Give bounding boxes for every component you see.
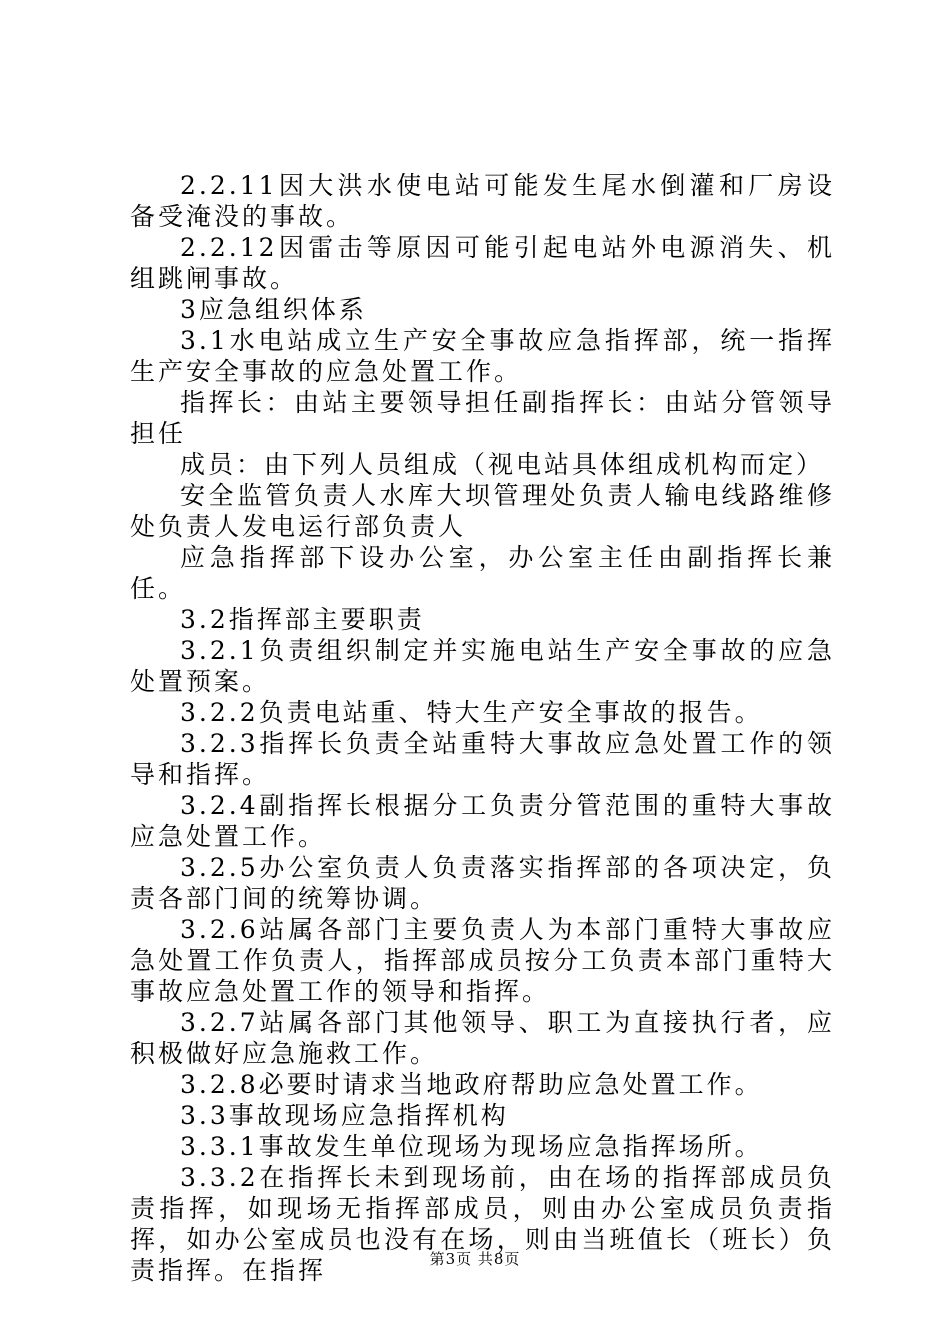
- paragraph-2-2-12: 2.2.12因雷击等原因可能引起电站外电源消失、机组跳闸事故。: [130, 233, 835, 293]
- heading-3-emergency-organization: 3应急组织体系: [180, 295, 367, 324]
- paragraph-3-2-2: 3.2.2负责电站重、特大生产安全事故的报告。: [180, 698, 763, 727]
- paragraph-members: 成员：由下列人员组成（视电站具体组成机构而定）: [180, 450, 825, 479]
- paragraph-3-2-5: 3.2.5办公室负责人负责落实指挥部的各项决定，负责各部门间的统筹协调。: [130, 853, 835, 913]
- page-footer: [0, 1248, 950, 1269]
- heading-3-3-site-command: 3.3事故现场应急指挥机构: [180, 1101, 509, 1130]
- paragraph-3-3-1: 3.3.1事故发生单位现场为现场应急指挥场所。: [180, 1132, 763, 1161]
- paragraph-office: 应急指挥部下设办公室，办公室主任由副指挥长兼任。: [130, 543, 835, 603]
- paragraph-3-2-1: 3.2.1负责组织制定并实施电站生产安全事故的应急处置预案。: [130, 636, 835, 696]
- paragraph-3-2-6: 3.2.6站属各部门主要负责人为本部门重特大事故应急处置工作负责人，指挥部成员按分工负责本部门重特大事故应急处置工作的领导和指挥。: [130, 915, 835, 1006]
- page-number: 第3页 共8页: [429, 1250, 521, 1268]
- paragraph-3-2-3: 3.2.3指挥长负责全站重特大事故应急处置工作的领导和指挥。: [130, 729, 835, 789]
- paragraph-3-2-8: 3.2.8必要时请求当地政府帮助应急处置工作。: [180, 1070, 763, 1099]
- paragraph-member-list: 安全监管负责人水库大坝管理处负责人输电线路维修处负责人发电运行部负责人: [130, 481, 835, 541]
- paragraph-3-2-4: 3.2.4副指挥长根据分工负责分管范围的重特大事故应急处置工作。: [130, 791, 835, 851]
- heading-3-2-duties: 3.2指挥部主要职责: [180, 605, 425, 634]
- paragraph-commander: 指挥长：由站主要领导担任副指挥长：由站分管领导担任: [130, 388, 835, 448]
- paragraph-3-3-2: 3.3.2在指挥长未到现场前，由在场的指挥部成员负责指挥，如现场无指挥部成员，则由办公室成员负责指挥，如办公室成员也没有在场，则由当班值长（班长）负责指挥。在指挥: [130, 1163, 835, 1285]
- paragraph-3-1: 3.1水电站成立生产安全事故应急指挥部，统一指挥生产安全事故的应急处置工作。: [130, 326, 835, 386]
- document-body: [130, 170, 835, 1286]
- paragraph-2-2-11: 2.2.11因大洪水使电站可能发生尾水倒灌和厂房设备受淹没的事故。: [130, 171, 835, 231]
- paragraph-3-2-7: 3.2.7站属各部门其他领导、职工为直接执行者，应积极做好应急施救工作。: [130, 1008, 835, 1068]
